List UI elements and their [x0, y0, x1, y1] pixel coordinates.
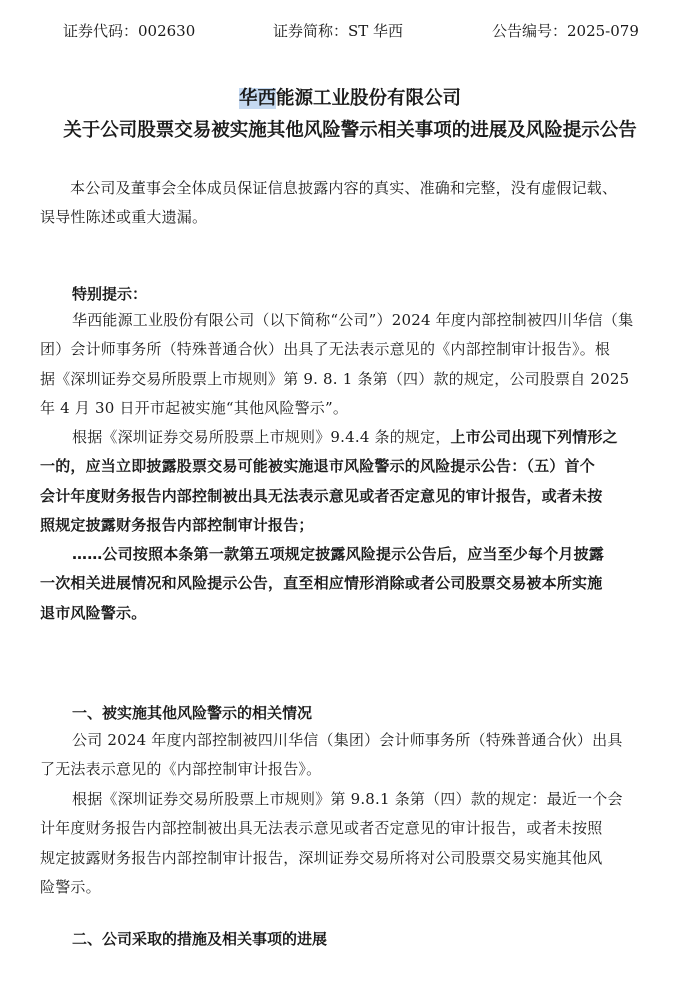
bold-line: ……公司按照本条第一款第五项规定披露风险提示公告后，应当至少每个月披露: [72, 545, 605, 563]
announcement-subject: 关于公司股票交易被实施其他风险警示相关事项的进展及风险提示公告: [63, 120, 637, 141]
section-1-paragraph-1: [40, 726, 668, 785]
announcement-number: 公告编号：2025-079: [492, 22, 639, 40]
paragraph-line: 年 4 月 30 日开市起被实施“其他风险警示”。: [40, 398, 349, 417]
stock-code: 证券代码：002630: [63, 22, 196, 40]
paragraph-line: 据《深圳证券交易所股票上市规则》第 9. 8. 1 条第（四）款的规定，公司股票自 2025: [40, 369, 630, 388]
paragraph-line: 团）会计师事务所（特殊普通合伙）出具了无法表示意见的《内部控制审计报告》。根: [40, 340, 611, 359]
special-notice-paragraph-1: [40, 306, 668, 423]
paragraph-text: 根据《深圳证券交易所股票上市规则》9.4.4 条的规定，: [72, 428, 451, 446]
bold-line: 照规定披露财务报告内部控制审计报告；: [40, 515, 314, 534]
company-title-rest: 能源工业股份有限公司: [276, 88, 462, 109]
paragraph-line: 公司 2024 年度内部控制被四川华信（集团）会计师事务所（特殊普通合伙）出具: [72, 731, 623, 749]
board-statement: [40, 174, 668, 233]
paragraph-line: 华西能源工业股份有限公司（以下简称“公司”）2024 年度内部控制被四川华信（集: [72, 311, 634, 329]
statement-line: 本公司及董事会全体成员保证信息披露内容的真实、准确和完整，没有虚假记载、: [70, 179, 618, 197]
special-notice-paragraph-3: [40, 540, 668, 628]
bold-line: 一次相关进展情况和风险提示公告，直至相应情形消除或者公司股票交易被本所实施: [40, 574, 603, 593]
paragraph-line: 根据《深圳证券交易所股票上市规则》第 9.8.1 条第（四）款的规定：最近一个会: [72, 790, 623, 808]
bold-line: 一的，应当立即披露股票交易可能被实施退市风险警示的风险提示公告：（五）首个: [40, 457, 595, 476]
announcement-header: [0, 20, 700, 44]
selected-text-highlight[interactable]: 华西: [238, 88, 276, 109]
section-2-heading: 二、公司采取的措施及相关事项的进展: [72, 930, 328, 948]
bold-line: 退市风险警示。: [40, 603, 147, 622]
stock-abbreviation: 证券简称：ST 华西: [273, 22, 404, 40]
bold-text: 上市公司出现下列情形之: [450, 428, 618, 446]
section-1-paragraph-2: [40, 785, 668, 902]
special-notice-heading: 特别提示：: [72, 285, 148, 303]
paragraph-line: 规定披露财务报告内部控制审计报告，深圳证券交易所将对公司股票交易实施其他风: [40, 848, 603, 867]
paragraph-line: 计年度财务报告内部控制被出具无法表示意见或者否定意见的审计报告，或者未按照: [40, 819, 603, 838]
paragraph-line: 险警示。: [40, 877, 101, 896]
section-1-heading: 一、被实施其他风险警示的相关情况: [72, 704, 313, 722]
company-title: [0, 84, 700, 110]
bold-line: 会计年度财务报告内部控制被出具无法表示意见或者否定意见的审计报告，或者未按: [40, 486, 603, 505]
special-notice-paragraph-2: [40, 423, 668, 540]
paragraph-line: 了无法表示意见的《内部控制审计报告》。: [40, 760, 322, 779]
statement-line: 误导性陈述或重大遗漏。: [40, 208, 208, 227]
